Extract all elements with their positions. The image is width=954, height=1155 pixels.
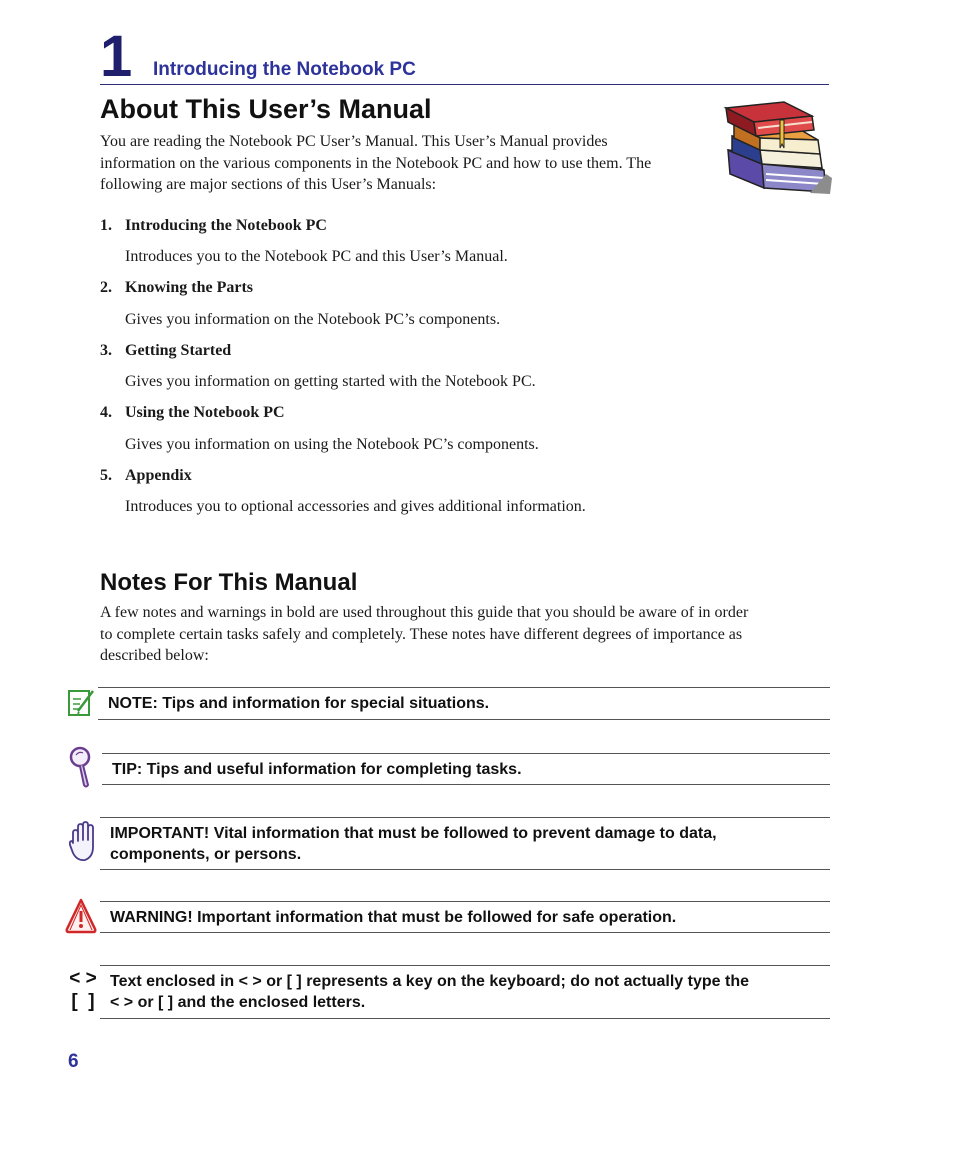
warning-triangle-icon <box>64 897 98 935</box>
page-number: 6 <box>68 1051 79 1072</box>
list-item-desc: Gives you information on using the Notebook PC’s components. <box>125 436 539 453</box>
section-title-about: About This User’s Manual <box>100 94 432 124</box>
list-item-title: 5. Appendix <box>100 467 192 484</box>
key-brackets-icon: < > [ ] <box>69 968 97 1012</box>
key-notation-text: Text enclosed in < > or [ ] represents a key on the keyboard; do not actually type the < > or [ ] and the enclosed letters. <box>100 965 830 1019</box>
important-callout <box>60 817 830 871</box>
warning-text: WARNING! Important information that must be followed for safe operation. <box>100 901 830 933</box>
note-callout <box>60 687 830 721</box>
chapter-number: 1 <box>100 24 133 89</box>
important-text: IMPORTANT! Vital information that must be followed to prevent damage to data, components, or persons. <box>100 817 830 870</box>
header-divider <box>100 84 829 85</box>
about-intro <box>100 131 651 196</box>
list-item-title: 1. Introducing the Notebook PC <box>100 217 327 234</box>
list-item-title: 2. Knowing the Parts <box>100 279 253 296</box>
list-item-desc: Gives you information on getting started with the Notebook PC. <box>125 373 536 390</box>
tip-callout <box>60 745 830 789</box>
key-notation-callout <box>60 965 830 1021</box>
list-item-title: 4. Using the Notebook PC <box>100 404 285 421</box>
note-pencil-icon <box>66 687 96 719</box>
note-text: NOTE: Tips and information for special situations. <box>98 687 830 720</box>
list-item-desc: Introduces you to optional accessories and gives additional information. <box>125 498 586 515</box>
list-item-desc: Gives you information on the Notebook PC’s components. <box>125 311 501 328</box>
hand-stop-icon <box>68 821 98 863</box>
warning-callout <box>60 897 830 937</box>
list-item-desc: Introduces you to the Notebook PC and this User’s Manual. <box>125 248 508 265</box>
intro-line: following are major sections of this User’s Manuals: <box>100 176 437 193</box>
intro-line: described below: <box>100 647 209 664</box>
section-title-notes: Notes For This Manual <box>100 569 358 596</box>
books-stack-icon <box>720 98 832 194</box>
magnifier-tip-icon <box>68 745 96 789</box>
intro-line: A few notes and warnings in bold are used throughout this guide that you should be aware of in order <box>100 604 749 621</box>
list-item-title: 3. Getting Started <box>100 342 232 359</box>
intro-line: to complete certain tasks safely and completely. These notes have different degrees of importance as <box>100 625 743 643</box>
intro-line: information on the various components in the Notebook PC and how to use them. The <box>100 154 652 172</box>
intro-line: You are reading the Notebook PC User’s Manual. This User’s Manual provides <box>100 133 608 150</box>
tip-text: TIP: Tips and useful information for completing tasks. <box>102 753 830 785</box>
notes-intro <box>100 602 748 667</box>
chapter-title: Introducing the Notebook PC <box>153 59 416 80</box>
